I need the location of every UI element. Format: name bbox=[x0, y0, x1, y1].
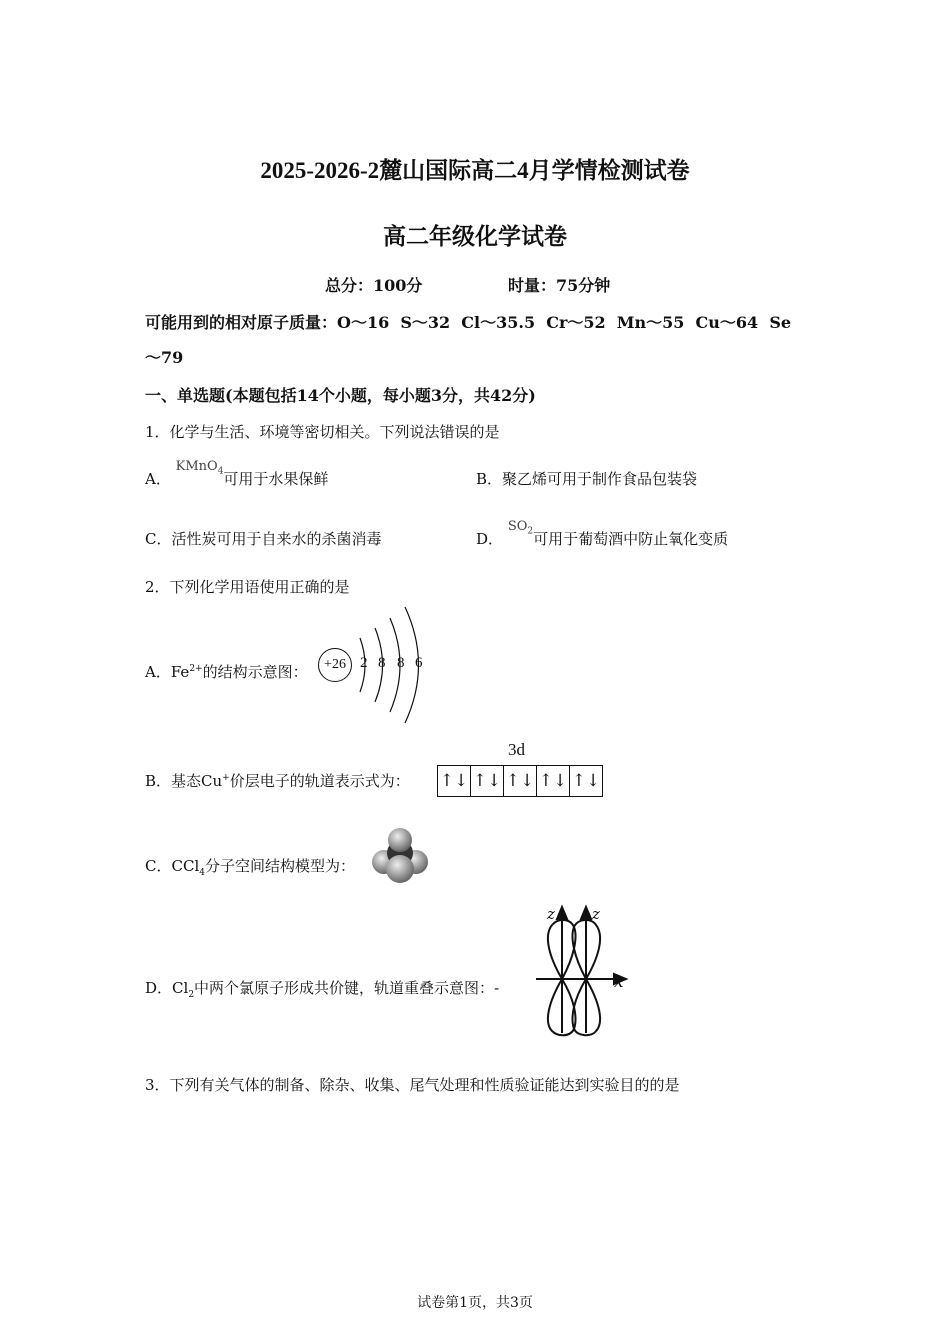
shell-4: 6 bbox=[415, 655, 423, 671]
charge: + bbox=[222, 773, 230, 783]
question-1-stem: 1．化学与生活、环境等密切相关。下列说法错误的是 bbox=[145, 423, 500, 441]
exam-title: 2025-2026-2麓山国际高二4月学情检测试卷 bbox=[260, 158, 690, 183]
atomic-mass-line2: ～79 bbox=[145, 348, 184, 367]
time-limit: 时量：75分钟 bbox=[508, 276, 611, 295]
atomic-mass-line1: 可能用到的相对原子质量：O～16 S～32 Cl～35.5 Cr～52 Mn～55 Cu～64 Se bbox=[145, 313, 792, 332]
formula: CCl bbox=[171, 857, 200, 875]
option-text: 可用于水果保鲜 bbox=[223, 470, 329, 488]
option-label: C． bbox=[145, 530, 172, 548]
question-2-stem: 2．下列化学用语使用正确的是 bbox=[145, 578, 350, 596]
orbital-boxes bbox=[437, 765, 603, 797]
option-text: 可用于葡萄酒中防止氧化变质 bbox=[533, 530, 729, 548]
question-3-stem: 3．下列有关气体的制备、除杂、收集、尾气处理和性质验证能达到实验目的的是 bbox=[145, 1076, 680, 1094]
axis-x-label: x bbox=[614, 972, 624, 992]
exam-subtitle: 高二年级化学试卷 bbox=[383, 224, 567, 249]
option-label: B． bbox=[476, 470, 503, 488]
nucleus-circle: +26 bbox=[318, 648, 352, 682]
orbital-box: ↑↓ bbox=[571, 771, 601, 791]
dash: - bbox=[494, 979, 500, 997]
formula: 基态Cu bbox=[171, 772, 223, 790]
shell-1: 2 bbox=[360, 655, 368, 671]
q2-option-b bbox=[145, 770, 410, 791]
option-label: D． bbox=[145, 979, 173, 997]
q2-option-c bbox=[145, 855, 355, 878]
axis-z-label-right: z bbox=[592, 905, 600, 923]
formula-sub: 2 bbox=[527, 526, 534, 537]
page-footer: 试卷第1页，共3页 bbox=[417, 1295, 533, 1311]
total-score: 总分：100分 bbox=[325, 276, 423, 295]
section-heading: 一、单选题(本题包括14个小题，每小题3分，共42分) bbox=[145, 386, 536, 405]
option-label: C． bbox=[145, 857, 172, 875]
option-text: 聚乙烯可用于制作食品包装袋 bbox=[502, 470, 698, 488]
q2-option-d bbox=[145, 977, 499, 1000]
option-text: 分子空间结构模型为： bbox=[204, 857, 355, 875]
orbital-box: ↑↓ bbox=[504, 766, 537, 796]
formula-text: KMnO bbox=[175, 459, 218, 474]
option-label: D． bbox=[476, 530, 504, 548]
orbital-box: ↑↓ bbox=[537, 766, 570, 796]
orbital-label: 3d bbox=[508, 740, 525, 759]
formula: Cl bbox=[172, 979, 189, 997]
option-text: 活性炭可用于自来水的杀菌消毒 bbox=[171, 530, 382, 548]
charge: 2+ bbox=[189, 664, 203, 674]
orbital-box: ↑↓ bbox=[438, 766, 471, 796]
formula-text: SO bbox=[507, 519, 528, 534]
option-label: B． bbox=[145, 772, 172, 790]
option-text: 价层电子的轨道表示式为： bbox=[229, 772, 410, 790]
shell-3: 8 bbox=[397, 655, 405, 671]
option-text: 中两个氯原子形成共价键，轨道重叠示意图： bbox=[194, 979, 495, 997]
option-text: 的结构示意图： bbox=[202, 663, 308, 681]
orbital-box: ↑↓ bbox=[471, 766, 504, 796]
option-label: A． bbox=[145, 663, 171, 681]
subscript: 2 bbox=[188, 990, 195, 1000]
ccl4-model-icon bbox=[370, 825, 432, 885]
subscript: 4 bbox=[199, 868, 205, 878]
formula-sub: 4 bbox=[217, 466, 224, 477]
formula: Fe bbox=[170, 663, 190, 681]
axis-z-label-left: z bbox=[547, 905, 555, 923]
option-label: A． bbox=[145, 470, 171, 488]
p-orbital-overlap-diagram bbox=[530, 905, 630, 1035]
shell-2: 8 bbox=[378, 655, 386, 671]
